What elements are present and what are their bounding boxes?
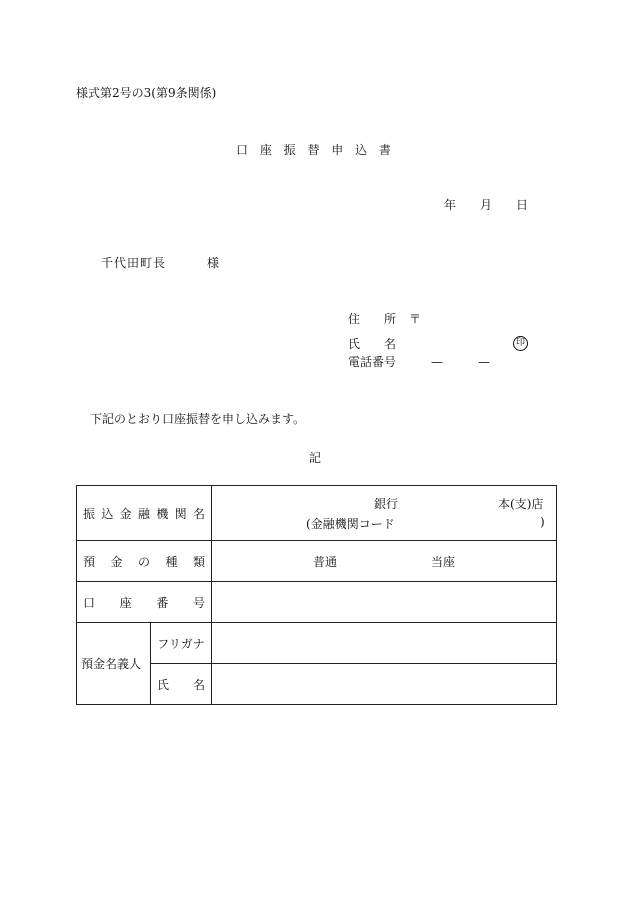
holder-name-label: 氏 名 [151,664,212,705]
table-row [77,623,557,664]
bank-suffix: 銀行 [374,497,399,511]
bank-code-close: ) [540,515,545,529]
page-title: 口 座 振 替 申 込 書 [236,143,395,157]
account-number-label: 口座番号 [77,582,212,623]
table-row [77,541,557,582]
deposit-type-field[interactable] [212,541,557,582]
institution-field[interactable] [212,486,557,541]
addressee-honorific: 様 [207,256,220,270]
addressee-name: 千代田町長 [101,256,167,270]
branch-suffix: 本(支)店 [498,497,544,511]
name-label: 氏 名 [348,337,397,351]
date-month: 月 [480,198,493,212]
table-row [77,486,557,541]
form-number: 様式第2号の3(第9条関係) [76,86,217,100]
statement-text: 下記のとおり口座振替を申し込みます。 [90,412,306,426]
ki-heading: 記 [309,451,322,465]
address-label: 住 所 [348,312,397,326]
deposit-type-current[interactable]: 当座 [431,555,456,569]
postal-mark: 〒 [409,312,422,326]
phone-label: 電話番号 [348,355,397,369]
table-row [77,582,557,623]
phone-separator: — [431,355,443,369]
seal-mark: 印 [513,336,528,351]
holder-name-field[interactable] [212,664,557,705]
phone-separator: — [478,355,490,369]
deposit-type-ordinary[interactable]: 普通 [313,555,338,569]
holder-label: 預金名義人 [77,623,151,705]
institution-label: 振込金融機関名 [77,486,212,541]
account-number-field[interactable] [212,582,557,623]
account-transfer-table [76,485,557,705]
furigana-label: フリガナ [151,623,212,664]
date-day: 日 [516,198,529,212]
date-year: 年 [444,198,457,212]
deposit-type-label: 預金の種類 [77,541,212,582]
bank-code-open: (金融機関コード [306,517,395,531]
furigana-field[interactable] [212,623,557,664]
